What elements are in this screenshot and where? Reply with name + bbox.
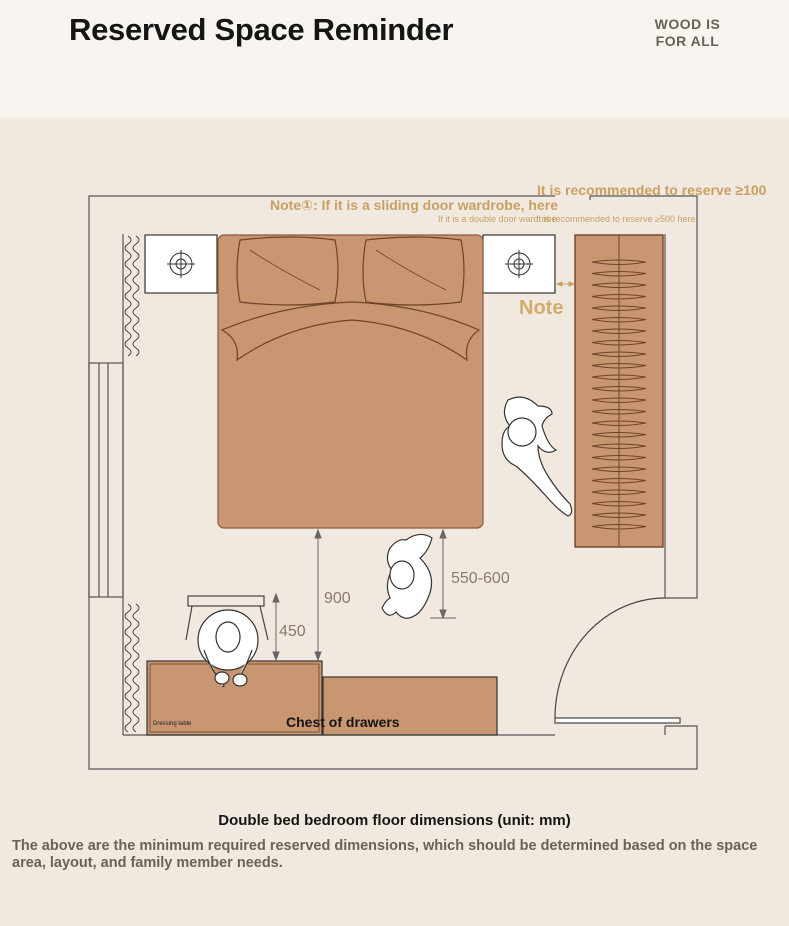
pillow-left bbox=[237, 237, 338, 305]
nightstand-right bbox=[483, 235, 555, 293]
brand-line-2: FOR ALL bbox=[655, 33, 720, 49]
dimension-450-label: 450 bbox=[279, 623, 306, 640]
page-title: Reserved Space Reminder bbox=[69, 12, 454, 47]
curtain-top bbox=[125, 236, 139, 356]
dressing-table-label: Dressing table bbox=[153, 721, 192, 727]
note-double-door: If it is a double door wardrobe bbox=[438, 214, 557, 224]
dimension-wardrobe-gap bbox=[557, 282, 574, 286]
diagram-caption: Double bed bedroom floor dimensions (unit: mm) bbox=[218, 812, 571, 829]
pillow-right bbox=[363, 237, 464, 305]
note-reserve-500: It is recommended to reserve ≥500 here bbox=[536, 214, 696, 224]
note-reserve-100: It is recommended to reserve ≥100 bbox=[537, 182, 767, 198]
nightstand-left bbox=[145, 235, 217, 293]
person-at-wardrobe-icon bbox=[502, 397, 572, 516]
person-walking-icon bbox=[382, 534, 432, 618]
dimension-900 bbox=[315, 530, 321, 660]
dimension-550-600-label: 550-600 bbox=[451, 570, 510, 587]
brand-line-1: WOOD IS bbox=[654, 16, 721, 32]
door bbox=[555, 598, 680, 723]
diagram-description: The above are the minimum required reserved dimensions, which should be determined based on the space area, layout, and family member needs. bbox=[12, 838, 758, 871]
dimension-900-label: 900 bbox=[324, 590, 351, 607]
chest-of-drawers-label: Chest of drawers bbox=[286, 714, 400, 730]
note-sliding-door: Note①: If it is a sliding door wardrobe, here bbox=[270, 197, 558, 213]
note-label: Note bbox=[519, 297, 564, 319]
double-bed bbox=[218, 235, 483, 528]
curtain-bottom bbox=[125, 604, 139, 732]
wardrobe bbox=[575, 235, 663, 547]
